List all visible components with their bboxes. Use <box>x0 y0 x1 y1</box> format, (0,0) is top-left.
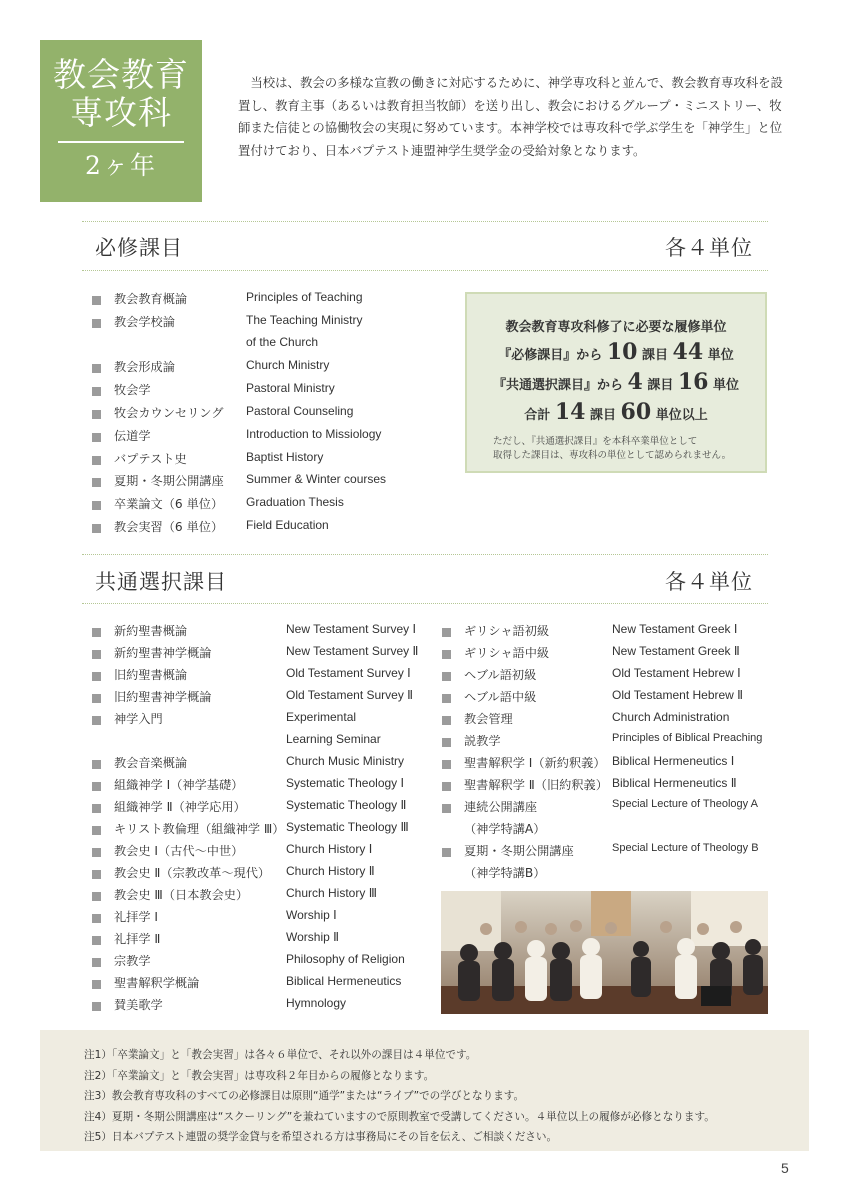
course-item <box>92 381 432 404</box>
bullet-square-icon <box>92 914 101 923</box>
course-name-en: Old Testament Survey Ⅱ <box>286 688 414 702</box>
course-item <box>92 450 432 473</box>
summary-line-required: 『必修課目』から 10 課目 44 単位 <box>498 339 734 365</box>
program-title-line1: 教会教育 <box>53 55 189 94</box>
bullet-square-icon <box>92 524 101 533</box>
course-item <box>92 313 432 359</box>
course-name-en: Philosophy of Religion <box>286 952 405 966</box>
course-item <box>442 666 782 688</box>
course-name-jp: バプテスト史 <box>114 451 187 466</box>
course-name-jp: 教会史 Ⅱ（宗教改革〜現代） <box>114 866 271 880</box>
course-item <box>92 358 432 381</box>
title-divider <box>58 141 184 143</box>
course-item <box>92 974 437 996</box>
course-name-jp: 教会史 Ⅲ（日本教会史） <box>114 888 249 902</box>
divider-top-elective <box>82 554 768 555</box>
course-name-en: New Testament Greek Ⅰ <box>612 622 738 636</box>
course-item <box>92 776 437 798</box>
course-name-en: Systematic Theology Ⅲ <box>286 820 409 834</box>
course-name-en: The Teaching Ministry <box>246 312 363 327</box>
course-name-en-continued: Learning Seminar <box>286 732 381 746</box>
course-name-jp: 神学入門 <box>114 712 163 726</box>
course-item <box>92 710 437 754</box>
bullet-square-icon <box>442 628 451 637</box>
course-item <box>92 472 432 495</box>
bullet-square-icon <box>92 892 101 901</box>
course-name-jp: 聖書解釈学 Ⅰ（新約釈義） <box>464 756 606 770</box>
course-name-en: Church Music Ministry <box>286 754 405 768</box>
bullet-square-icon <box>92 296 101 305</box>
course-name-en: Church History Ⅱ <box>286 864 375 878</box>
course-item <box>442 688 782 710</box>
course-item <box>92 952 437 974</box>
course-name-en: Pastoral Counseling <box>246 403 354 418</box>
bullet-square-icon <box>92 433 101 442</box>
course-name-en: Biblical Hermeneutics <box>286 974 402 988</box>
course-item <box>92 820 437 842</box>
bullet-square-icon <box>92 958 101 967</box>
course-name-jp: 教会実習（6 単位） <box>114 519 224 534</box>
course-name-en: Systematic Theology Ⅰ <box>286 776 405 790</box>
course-name-en: Field Education <box>246 517 329 532</box>
course-name-jp: 宗教学 <box>114 954 151 968</box>
course-name-en: New Testament Survey Ⅰ <box>286 622 417 636</box>
course-item <box>92 754 437 776</box>
bullet-square-icon <box>92 760 101 769</box>
course-item <box>92 798 437 820</box>
bullet-square-icon <box>442 650 451 659</box>
elective-course-list-right <box>442 622 782 886</box>
course-name-en: New Testament Greek Ⅱ <box>612 644 740 658</box>
course-name-en: Special Lecture of Theology B <box>612 842 759 854</box>
bullet-square-icon <box>92 980 101 989</box>
program-duration: 2ヶ年 <box>85 151 157 180</box>
bullet-square-icon <box>92 478 101 487</box>
course-name-jp: 旧約聖書神学概論 <box>114 690 212 704</box>
course-name-jp: 教会音楽概論 <box>114 756 188 770</box>
bullet-square-icon <box>92 672 101 681</box>
course-name-jp: ギリシャ語初級 <box>464 624 550 638</box>
bullet-square-icon <box>92 628 101 637</box>
program-title-box <box>40 40 202 202</box>
course-name-en: Principles of Biblical Preaching <box>612 732 763 744</box>
divider-bottom-required <box>82 270 768 271</box>
course-item <box>442 798 782 842</box>
requirements-summary-box <box>465 292 767 473</box>
course-name-jp: 教会教育概論 <box>114 292 188 306</box>
course-name-en: Biblical Hermeneutics Ⅰ <box>612 754 735 768</box>
course-item <box>442 776 782 798</box>
bullet-square-icon <box>442 716 451 725</box>
course-item <box>442 732 782 754</box>
course-name-jp-continued: （神学特講A） <box>464 822 546 836</box>
footnote: 注3）教会教育専攻科のすべての必修課目は原則“通学”または“ライブ”での学びとなります。 <box>84 1090 525 1102</box>
footnote: 注1）「卒業論文」と「教会実習」は各々６単位で、それ以外の課目は４単位です。 <box>84 1049 477 1061</box>
bullet-square-icon <box>92 364 101 373</box>
course-name-jp: 連続公開講座 <box>464 800 538 814</box>
course-item <box>442 644 782 666</box>
course-item <box>442 710 782 732</box>
divider-top-required <box>82 221 768 222</box>
bullet-square-icon <box>92 501 101 510</box>
course-name-en: Old Testament Hebrew Ⅱ <box>612 688 744 702</box>
bullet-square-icon <box>92 716 101 725</box>
course-name-en: Introduction to Missiology <box>246 426 382 441</box>
course-item <box>92 842 437 864</box>
course-name-jp: 組織神学 Ⅰ（神学基礎） <box>114 778 244 792</box>
course-name-en: Old Testament Survey Ⅰ <box>286 666 411 680</box>
course-name-jp: 礼拝学 Ⅰ <box>114 910 159 924</box>
course-name-jp: 教会学校論 <box>114 314 175 329</box>
course-name-en: Systematic Theology Ⅱ <box>286 798 407 812</box>
course-name-en: Baptist History <box>246 449 324 464</box>
course-name-jp: 夏期・冬期公開講座 <box>464 844 574 858</box>
bullet-square-icon <box>442 672 451 681</box>
course-name-jp: 聖書解釈学 Ⅱ（旧約釈義） <box>464 778 608 792</box>
course-item <box>92 404 432 427</box>
course-name-jp: 聖書解釈学概論 <box>114 976 200 990</box>
course-name-jp-continued: （神学特講B） <box>464 866 546 880</box>
bullet-square-icon <box>92 1002 101 1011</box>
bullet-square-icon <box>92 694 101 703</box>
course-name-en: Graduation Thesis <box>246 495 344 510</box>
course-name-en: Worship Ⅰ <box>286 908 337 922</box>
page-number: 5 <box>781 1160 789 1176</box>
bullet-square-icon <box>442 804 451 813</box>
footnote: 注4）夏期・冬期公開講座は“スクーリング”を兼ねていますので原則教室で受講してください。４単位以上の履修が必修となります。 <box>84 1110 715 1123</box>
bullet-square-icon <box>442 760 451 769</box>
elective-course-list-left <box>92 622 437 1018</box>
course-name-jp: 教会管理 <box>464 712 513 726</box>
course-item <box>92 622 437 644</box>
bullet-square-icon <box>92 456 101 465</box>
course-name-en: Special Lecture of Theology A <box>612 798 758 810</box>
course-name-en: Worship Ⅱ <box>286 930 340 944</box>
course-name-en-continued: of the Church <box>246 334 319 349</box>
course-item <box>92 518 432 541</box>
bullet-square-icon <box>92 870 101 879</box>
course-name-jp: 礼拝学 Ⅱ <box>114 932 161 946</box>
footnote: 注5）日本バプテスト連盟の奨学金貸与を希望される方は事務局にその旨を伝え、ご相談ください。 <box>84 1131 558 1143</box>
course-name-jp: 牧会カウンセリング <box>114 405 224 420</box>
course-name-jp: 夏期・冬期公開講座 <box>114 474 224 489</box>
course-item <box>92 864 437 886</box>
summary-line-elective: 『共通選択課目』から 4 課目 16 単位 <box>492 369 740 395</box>
required-units: 各４単位 <box>665 236 753 260</box>
bullet-square-icon <box>92 826 101 835</box>
course-name-jp: ヘブル語初級 <box>464 668 537 682</box>
course-item <box>92 688 437 710</box>
course-item <box>442 622 782 644</box>
course-item <box>442 842 782 886</box>
course-name-jp: キリスト教倫理（組織神学 Ⅲ） <box>114 822 285 836</box>
course-name-en: Church Ministry <box>246 358 330 373</box>
course-item <box>442 754 782 776</box>
bullet-square-icon <box>442 848 451 857</box>
course-name-jp: 説教学 <box>464 734 501 748</box>
footnotes-box <box>40 1030 809 1151</box>
required-course-list <box>92 290 432 541</box>
bullet-square-icon <box>442 782 451 791</box>
course-item <box>92 427 432 450</box>
bullet-square-icon <box>442 694 451 703</box>
course-name-en: Church History Ⅰ <box>286 842 373 856</box>
course-item <box>92 930 437 952</box>
required-heading: 必修課目 <box>95 236 183 260</box>
course-name-jp: 新約聖書神学概論 <box>114 646 212 660</box>
course-name-en: Experimental <box>286 710 357 724</box>
course-item <box>92 644 437 666</box>
footnote: 注2）「卒業論文」と「教会実習」は専攻科２年目からの履修となります。 <box>84 1069 435 1082</box>
course-name-jp: 伝道学 <box>114 428 151 443</box>
bullet-square-icon <box>92 782 101 791</box>
bullet-square-icon <box>92 804 101 813</box>
course-name-en: Hymnology <box>286 996 347 1010</box>
course-name-en: Biblical Hermeneutics Ⅱ <box>612 776 737 790</box>
course-name-jp: 牧会学 <box>114 383 151 398</box>
course-name-en: Pastoral Ministry <box>246 381 335 396</box>
bullet-square-icon <box>92 848 101 857</box>
course-name-en: Summer & Winter courses <box>246 472 387 487</box>
course-name-jp: 旧約聖書概論 <box>114 668 188 682</box>
summary-heading: 教会教育専攻科修了に必要な履修単位 <box>505 320 727 335</box>
course-name-jp: 組織神学 Ⅱ（神学応用） <box>114 800 246 814</box>
course-name-jp: 賛美歌学 <box>114 998 163 1012</box>
course-item <box>92 886 437 908</box>
divider-bottom-elective <box>82 603 768 604</box>
group-photo <box>441 891 768 1014</box>
course-item <box>92 495 432 518</box>
course-name-jp: 教会形成論 <box>114 360 175 375</box>
course-item <box>92 290 432 313</box>
course-name-jp: ヘブル語中級 <box>464 690 537 704</box>
course-name-en: Principles of Teaching <box>246 290 363 304</box>
course-item <box>92 908 437 930</box>
course-name-en: New Testament Survey Ⅱ <box>286 644 419 658</box>
course-name-jp: ギリシャ語中級 <box>464 646 550 660</box>
course-name-jp: 卒業論文（6 単位） <box>114 497 224 512</box>
intro-paragraph: 当校は、教会の多様な宣教の働きに対応するために、神学専攻科と並んで、教会教育専攻科を設置し、教育主事（あるいは教育担当牧師）を送り出し、教会におけるグループ・ミニストリー、牧師また信徒との協働牧会の実現に努めています。本神学校では専攻科で学ぶ学生を「神学生」と位置付けており、日本バプテスト連盟神学生奨学金の受給対象となります。 <box>238 75 783 158</box>
course-name-jp: 教会史 Ⅰ（古代〜中世） <box>114 844 244 858</box>
course-name-en: Church Administration <box>612 710 730 724</box>
bullet-square-icon <box>92 410 101 419</box>
course-item <box>92 666 437 688</box>
course-item <box>92 996 437 1018</box>
summary-line-total: 合計 14 課目 60 単位以上 <box>524 399 708 425</box>
summary-note: ただし、『共通選択課目』を本科卒業単位として 取得した課目は、専攻科の単位として認められません。 <box>493 436 732 461</box>
elective-units: 各４単位 <box>665 570 753 594</box>
course-name-jp: 新約聖書概論 <box>114 624 188 638</box>
elective-heading: 共通選択課目 <box>95 570 227 594</box>
bullet-square-icon <box>92 650 101 659</box>
program-title-line2: 専攻科 <box>70 93 172 132</box>
bullet-square-icon <box>442 738 451 747</box>
course-name-en: Church History Ⅲ <box>286 886 377 900</box>
course-name-en: Old Testament Hebrew Ⅰ <box>612 666 741 680</box>
bullet-square-icon <box>92 319 101 328</box>
bullet-square-icon <box>92 387 101 396</box>
bullet-square-icon <box>92 936 101 945</box>
